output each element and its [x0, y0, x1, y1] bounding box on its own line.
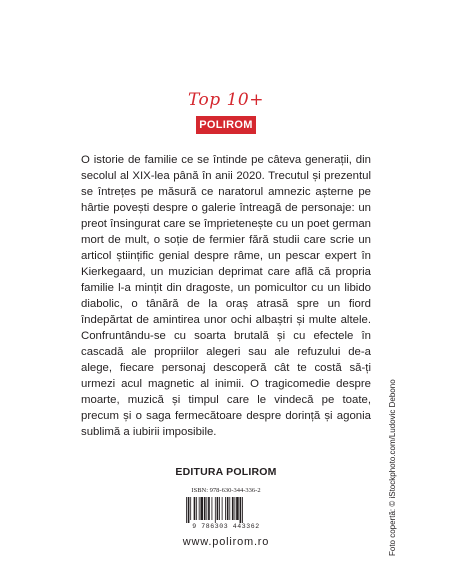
publisher-badge: POLIROM — [196, 116, 256, 134]
barcode — [185, 497, 267, 523]
publisher-website: www.polirom.ro — [182, 536, 270, 548]
series-title: Top 10+ — [188, 90, 264, 110]
barcode-digits: 9 786303 443362 — [192, 523, 260, 530]
isbn-block — [185, 487, 267, 531]
isbn-number: ISBN: 978-630-344-336-2 — [191, 487, 261, 494]
photo-credit: Foto copertă: © iStockphoto.com/Ludovic Debono — [388, 379, 397, 556]
publisher-name: EDITURA POLIROM — [175, 466, 277, 478]
book-blurb: O istorie de familie ce se întinde pe câteva generații, din secolul al XIX-lea până în anii 2020. Trecutul și prezentul se întrețes pe măsură ce naratorul amnezic așterne pe hârtie povești despre o galerie întreagă de personaje: un preot însingurat care se împrietenește cu un poet german mort de mult, o soție de fermier fără studii care scrie un articol științific genial despre râme, un pescar expert în Kierkegaard, un muzician deprimat care află că propria familie l-a mințit din dragoste, un pomicultor cu un libido diabolic, o tânără de la oraș atrasă spre un fiord îndepărtat de amintirea unor ochi albaștri și multe altele. Confruntându-se cu soarta brutală și cu efectele în cascadă ale propriilor alegeri sau ale refuzului de-a alege, fiecare personaj descoperă cât te costă să-ți urmezi acul magnetic al inimii. O tragicomedie despre moarte, muzică și timpul care le vindecă pe toate, precum și o saga fermecătoare despre dorință și agonia sublimă a iubirii imposibile. — [81, 154, 371, 438]
